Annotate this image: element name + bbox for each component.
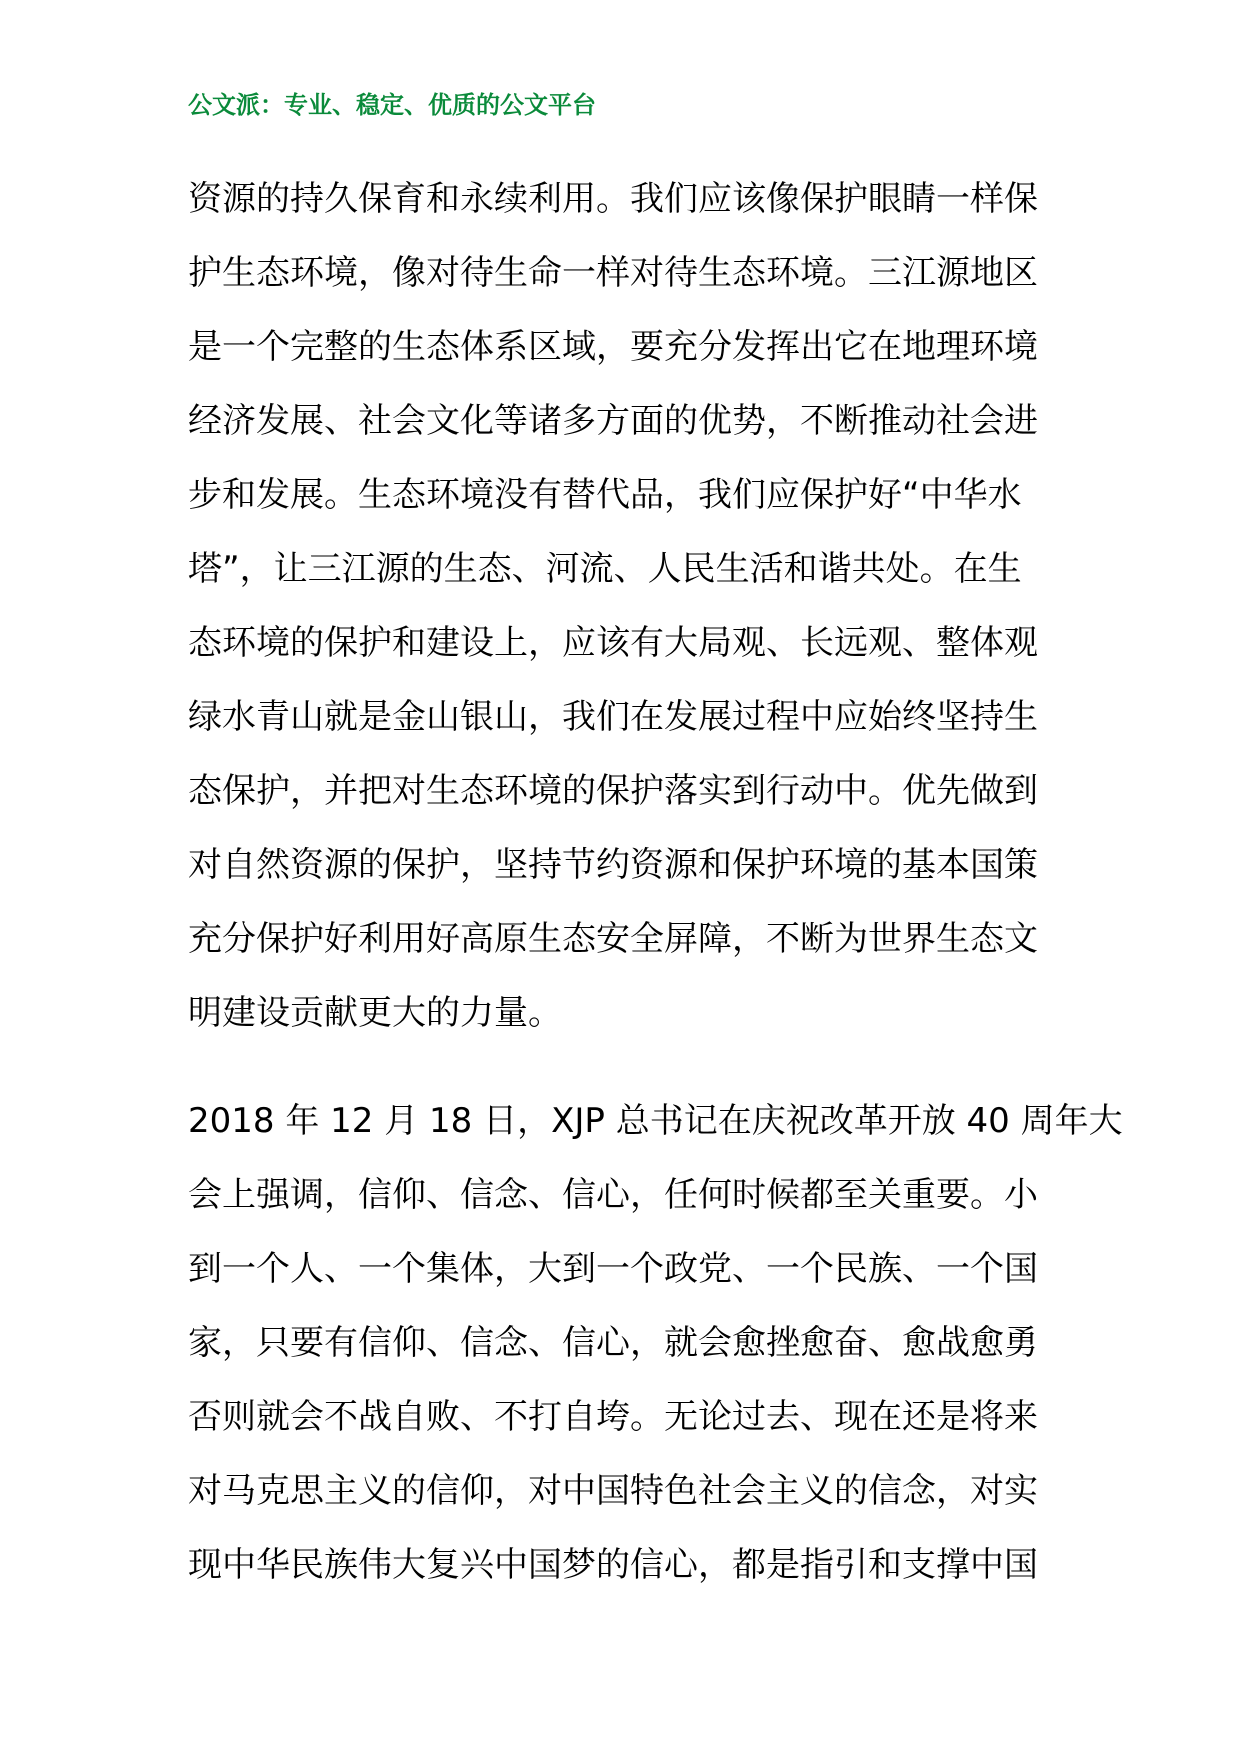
text-line: 对马克思主义的信仰，对中国特色社会主义的信念，对实 [188,1471,1038,1511]
page-header: 公文派：专业、稳定、优质的公文平台 [188,90,596,119]
text-line: 步和发展。生态环境没有替代品，我们应保护好“中华水 [188,475,1022,515]
text-line: 资源的持久保育和永续利用。我们应该像保护眼睛一样保 [188,179,1038,219]
text-line: 态保护，并把对生态环境的保护落实到行动中。优先做到 [188,771,1038,811]
text-line: 经济发展、社会文化等诸多方面的优势，不断推动社会进 [188,401,1038,441]
text-line: 塔”，让三江源的生态、河流、人民生活和谐共处。在生 [188,549,1022,589]
text-line: 否则就会不战自败、不打自垮。无论过去、现在还是将来 [188,1397,1038,1437]
text-line: 2018 年 12 月 18 日，XJP 总书记在庆祝改革开放 40 周年大 [188,1101,1123,1141]
text-line: 态环境的保护和建设上，应该有大局观、长远观、整体观 [188,623,1038,663]
text-line: 现中华民族伟大复兴中国梦的信心，都是指引和支撑中国 [188,1545,1038,1585]
text-line: 家，只要有信仰、信念、信心，就会愈挫愈奋、愈战愈勇 [188,1323,1038,1363]
text-line: 会上强调，信仰、信念、信心，任何时候都至关重要。小 [188,1175,1038,1215]
text-line: 是一个完整的生态体系区域，要充分发挥出它在地理环境 [188,327,1038,367]
text-line: 充分保护好利用好高原生态安全屏障，不断为世界生态文 [188,919,1038,959]
text-line: 绿水青山就是金山银山，我们在发展过程中应始终坚持生 [188,697,1038,737]
text-line: 护生态环境，像对待生命一样对待生态环境。三江源地区 [188,253,1038,293]
paragraph [188,162,1058,1050]
text-line: 到一个人、一个集体，大到一个政党、一个民族、一个国 [188,1249,1038,1289]
text-line: 明建设贡献更大的力量。 [188,993,562,1033]
text-line: 对自然资源的保护，坚持节约资源和保护环境的基本国策 [188,845,1038,885]
paragraph [188,1084,1123,1602]
